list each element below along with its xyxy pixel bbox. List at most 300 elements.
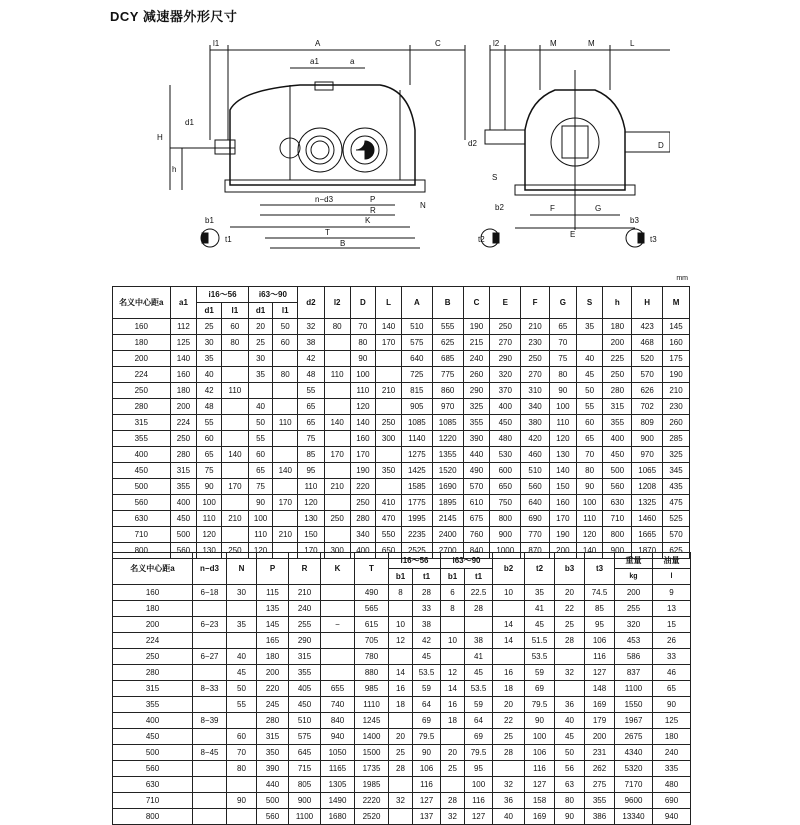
table-cell: 386 <box>585 809 615 825</box>
table-cell: 35 <box>248 367 273 383</box>
page-title: DCY 减速器外形尺寸 <box>110 9 238 24</box>
table-cell: 285 <box>663 431 690 447</box>
table-cell: 60 <box>227 729 257 745</box>
table-cell: 1305 <box>321 777 355 793</box>
table-cell <box>493 761 525 777</box>
table-cell: 470 <box>376 511 402 527</box>
table-cell: 50 <box>576 383 603 399</box>
table-cell: 40 <box>227 649 257 665</box>
table-cell: 169 <box>525 809 555 825</box>
table-cell: 110 <box>350 383 376 399</box>
table-cell: 1500 <box>355 745 389 761</box>
table-cell: 35 <box>576 319 603 335</box>
table-cell: 32 <box>493 777 525 793</box>
col-header: h <box>603 287 632 319</box>
table-cell <box>222 351 249 367</box>
table-cell: 355 <box>170 479 197 495</box>
table-cell: 262 <box>585 761 615 777</box>
dim-a1: a1 <box>310 57 319 66</box>
table-cell: 80 <box>549 367 576 383</box>
dim-N: N <box>420 201 426 210</box>
table-cell: 315 <box>170 463 197 479</box>
table-cell: 38 <box>413 617 441 633</box>
table-cell: 140 <box>222 447 249 463</box>
col-l1-g2: l1 <box>273 303 298 319</box>
table-cell <box>441 649 465 665</box>
table-cell: 200 <box>113 617 193 633</box>
table-cell: 725 <box>401 367 432 383</box>
table-cell: 90 <box>248 495 273 511</box>
table-cell: 290 <box>490 351 521 367</box>
table-cell: 33 <box>413 601 441 617</box>
table-cell: 555 <box>432 319 463 335</box>
table-cell: 148 <box>585 681 615 697</box>
table-row <box>113 431 690 447</box>
table-cell <box>193 633 227 649</box>
table-cell <box>227 777 257 793</box>
table-cell: 48 <box>298 367 325 383</box>
table-cell: 640 <box>401 351 432 367</box>
table-cell: 100 <box>350 367 376 383</box>
table-cell: 30 <box>248 351 273 367</box>
table-cell: 280 <box>257 713 289 729</box>
table-cell: 41 <box>465 649 493 665</box>
table-cell: 32 <box>389 793 413 809</box>
dim-l1: l1 <box>213 39 220 48</box>
table-cell: 65 <box>298 399 325 415</box>
dim-D: D <box>658 141 664 150</box>
col-nominal-center: 名义中心距a <box>113 553 193 585</box>
table-cell: 120 <box>298 495 325 511</box>
table-cell: 32 <box>555 665 585 681</box>
table-row <box>113 681 691 697</box>
dim-L: L <box>630 39 635 48</box>
table-cell: 640 <box>521 495 550 511</box>
table-row <box>113 761 691 777</box>
table-cell: 45 <box>227 665 257 681</box>
table-cell: 116 <box>413 777 441 793</box>
table-cell: 250 <box>376 415 402 431</box>
table-cell: 120 <box>197 527 222 543</box>
table-cell: 255 <box>615 601 653 617</box>
table-cell: 45 <box>525 617 555 633</box>
table-cell: 30 <box>227 585 257 601</box>
table-row <box>113 585 691 601</box>
table-cell: 22 <box>493 713 525 729</box>
table-cell: 120 <box>248 543 273 559</box>
dim-P: P <box>370 195 376 204</box>
table-cell: 800 <box>603 527 632 543</box>
table-cell: 615 <box>355 617 389 633</box>
table-cell: 110 <box>298 479 325 495</box>
table-cell: 1585 <box>401 479 432 495</box>
table-cell: 116 <box>525 761 555 777</box>
table-cell: 224 <box>113 367 171 383</box>
table-cell: 26 <box>653 633 691 649</box>
table-cell: 650 <box>490 479 521 495</box>
table-cell: 55 <box>576 399 603 415</box>
table-row <box>113 495 690 511</box>
table-cell <box>321 633 355 649</box>
table-cell: 25 <box>493 729 525 745</box>
dim-G: G <box>595 204 602 213</box>
table-cell: 220 <box>257 681 289 697</box>
table-cell: 53.5 <box>465 681 493 697</box>
table-cell: 65 <box>653 681 691 697</box>
table-cell: 14 <box>493 633 525 649</box>
table-cell: 450 <box>113 463 171 479</box>
table-cell: 260 <box>663 415 690 431</box>
table-cell <box>321 649 355 665</box>
table-cell <box>321 665 355 681</box>
table-row <box>113 729 691 745</box>
table-cell: 1520 <box>432 463 463 479</box>
table-cell: 130 <box>298 511 325 527</box>
table-cell: 4340 <box>615 745 653 761</box>
table-cell: 355 <box>463 415 490 431</box>
table-cell: 25 <box>555 617 585 633</box>
table-cell: 18 <box>389 697 413 713</box>
table-cell: 160 <box>663 335 690 351</box>
table-cell <box>273 431 298 447</box>
table-cell <box>222 367 249 383</box>
table-cell: 127 <box>525 777 555 793</box>
col-header: b3 <box>555 553 585 585</box>
table-cell: 90 <box>350 351 376 367</box>
table-cell: 90 <box>413 745 441 761</box>
table-cell: 630 <box>113 777 193 793</box>
table-cell: 586 <box>615 649 653 665</box>
table-cell: 120 <box>576 527 603 543</box>
table-cell: 60 <box>248 447 273 463</box>
table-cell: 905 <box>401 399 432 415</box>
table-cell: 340 <box>521 399 550 415</box>
table-cell: 500 <box>170 527 197 543</box>
table-cell: 100 <box>549 399 576 415</box>
table-cell: 110 <box>248 527 273 543</box>
table-cell: 112 <box>170 319 197 335</box>
table-cell: − <box>321 617 355 633</box>
table-cell: 200 <box>603 335 632 351</box>
table-cell <box>324 399 350 415</box>
table-cell: 55 <box>298 383 325 399</box>
table-cell: 1085 <box>401 415 432 431</box>
table-cell: 560 <box>521 479 550 495</box>
table-cell: 170 <box>273 495 298 511</box>
table-cell <box>376 367 402 383</box>
table-cell: 231 <box>585 745 615 761</box>
table-cell: 80 <box>227 761 257 777</box>
table-cell: 10 <box>441 633 465 649</box>
table-cell: 405 <box>289 681 321 697</box>
table-cell: 940 <box>653 809 691 825</box>
table-cell <box>193 697 227 713</box>
table-cell: 345 <box>663 463 690 479</box>
table-cell <box>441 617 465 633</box>
table-cell: 250 <box>324 511 350 527</box>
table-cell: 200 <box>585 729 615 745</box>
table-cell: 550 <box>376 527 402 543</box>
table-cell: 51.5 <box>525 633 555 649</box>
unit-label: mm <box>676 275 688 282</box>
dim-t2: t2 <box>478 235 485 244</box>
table-cell: 1355 <box>432 447 463 463</box>
table-cell: 150 <box>549 479 576 495</box>
table-cell: 41 <box>525 601 555 617</box>
table-cell: 60 <box>576 415 603 431</box>
table-cell: 1490 <box>321 793 355 809</box>
col-d1-g2: d1 <box>248 303 273 319</box>
table-cell: 10 <box>493 585 525 601</box>
table-cell: 275 <box>585 777 615 793</box>
table-cell: 400 <box>113 713 193 729</box>
table-cell: 120 <box>350 399 376 415</box>
table-cell: 14 <box>441 681 465 697</box>
table-cell <box>376 479 402 495</box>
table-cell: 64 <box>413 697 441 713</box>
table-cell: 45 <box>413 649 441 665</box>
table-cell: 20 <box>555 585 585 601</box>
table-cell: 490 <box>463 463 490 479</box>
table-cell: 40 <box>493 809 525 825</box>
table-cell: 224 <box>113 633 193 649</box>
table-cell: 240 <box>463 351 490 367</box>
table-cell: 460 <box>521 447 550 463</box>
table-cell <box>193 729 227 745</box>
table-cell <box>555 649 585 665</box>
table-cell <box>273 351 298 367</box>
table-cell: 530 <box>490 447 521 463</box>
dimension-table-1 <box>112 286 690 559</box>
table-cell: 95 <box>585 617 615 633</box>
table-cell: 2525 <box>401 543 432 559</box>
table-cell: 90 <box>227 793 257 809</box>
table-cell <box>273 511 298 527</box>
table-cell <box>273 447 298 463</box>
table-cell: 400 <box>350 543 376 559</box>
table-cell <box>227 601 257 617</box>
table-cell: 510 <box>521 463 550 479</box>
col-header: A <box>401 287 432 319</box>
table-row <box>113 415 690 431</box>
table-cell: 28 <box>555 633 585 649</box>
table-row <box>113 447 690 463</box>
table-cell: 1110 <box>355 697 389 713</box>
table-cell: 45 <box>465 665 493 681</box>
table-1-body <box>113 319 690 559</box>
table-cell <box>389 777 413 793</box>
table-cell: 475 <box>663 495 690 511</box>
table-cell: 355 <box>113 431 171 447</box>
table-cell: 6−18 <box>193 585 227 601</box>
table-cell: 570 <box>463 479 490 495</box>
table-cell: 75 <box>298 431 325 447</box>
table-cell: 280 <box>603 383 632 399</box>
table-cell: 250 <box>113 383 171 399</box>
dim-E: E <box>570 230 576 239</box>
table-cell: 160 <box>113 319 171 335</box>
table-cell: 140 <box>350 415 376 431</box>
dim-R: R <box>370 206 376 215</box>
table-cell: 710 <box>113 793 193 809</box>
table-cell <box>441 777 465 793</box>
table-cell: 575 <box>401 335 432 351</box>
dim-n-d3: n−d3 <box>315 195 334 204</box>
table-cell: 90 <box>555 809 585 825</box>
dim-d2: d2 <box>468 139 477 148</box>
table-cell: 560 <box>603 479 632 495</box>
table-cell: 480 <box>490 431 521 447</box>
table-cell: 6−27 <box>193 649 227 665</box>
table-cell: 90 <box>653 697 691 713</box>
table-cell: 355 <box>113 697 193 713</box>
table-cell: 1690 <box>432 479 463 495</box>
table-cell: 1995 <box>401 511 432 527</box>
table-cell: 255 <box>289 617 321 633</box>
table-cell: 560 <box>257 809 289 825</box>
table-cell: 120 <box>549 431 576 447</box>
table-cell: 116 <box>465 793 493 809</box>
table-cell: 500 <box>113 479 171 495</box>
table-cell: 25 <box>441 761 465 777</box>
table-cell: 22.5 <box>465 585 493 601</box>
table-cell: 135 <box>257 601 289 617</box>
table-cell: 315 <box>113 681 193 697</box>
table-cell: 1208 <box>632 479 663 495</box>
table-cell: 490 <box>355 585 389 601</box>
table-cell: 1140 <box>401 431 432 447</box>
table-cell: 125 <box>170 335 197 351</box>
table-cell: 320 <box>490 367 521 383</box>
table-cell <box>222 495 249 511</box>
table-cell: 840 <box>321 713 355 729</box>
table-row <box>113 351 690 367</box>
table-cell: 1665 <box>632 527 663 543</box>
table-cell: 565 <box>355 601 389 617</box>
group-i63-90: i63～90 <box>248 287 297 303</box>
col-header: M <box>663 287 690 319</box>
table-cell: 18 <box>441 713 465 729</box>
table-cell: 127 <box>585 665 615 681</box>
col-nominal-center: 名义中心距a <box>113 287 171 319</box>
table-cell: 468 <box>632 335 663 351</box>
table-cell: 1165 <box>321 761 355 777</box>
table-cell: 450 <box>490 415 521 431</box>
table-cell: 1245 <box>355 713 389 729</box>
dim-t3: t3 <box>650 235 657 244</box>
table-cell: 20 <box>441 745 465 761</box>
table-cell: 325 <box>663 447 690 463</box>
table-cell: 809 <box>632 415 663 431</box>
table-cell: 380 <box>521 415 550 431</box>
table-cell: 453 <box>615 633 653 649</box>
table-cell: 500 <box>113 745 193 761</box>
table-cell: 315 <box>113 415 171 431</box>
table-cell: 59 <box>413 681 441 697</box>
table-cell: 225 <box>603 351 632 367</box>
table-cell: 210 <box>663 383 690 399</box>
table-cell: 750 <box>490 495 521 511</box>
col-header: t2 <box>525 553 555 585</box>
table-cell: 22 <box>555 601 585 617</box>
table-cell: 224 <box>170 415 197 431</box>
table-cell: 16 <box>441 697 465 713</box>
table-cell: 250 <box>490 319 521 335</box>
table-cell: 2220 <box>355 793 389 809</box>
table-cell: 710 <box>113 527 171 543</box>
table-cell: 570 <box>632 367 663 383</box>
table-cell: 210 <box>324 479 350 495</box>
col-d1-g1: d1 <box>197 303 222 319</box>
table-cell: 800 <box>113 543 171 559</box>
col-weight: 重量 <box>615 553 653 569</box>
table-cell <box>193 809 227 825</box>
dim-d1: d1 <box>185 118 194 127</box>
table-row <box>113 809 691 825</box>
table-cell: 35 <box>525 585 555 601</box>
table-cell: 100 <box>576 495 603 511</box>
table-cell: 1220 <box>432 431 463 447</box>
table-cell: 28 <box>465 601 493 617</box>
table-cell: 80 <box>350 335 376 351</box>
table-cell: 290 <box>463 383 490 399</box>
table-cell: 500 <box>257 793 289 809</box>
table-2-body <box>113 585 691 825</box>
table-cell: 74.5 <box>585 585 615 601</box>
table-cell: 158 <box>525 793 555 809</box>
table-cell: 715 <box>289 761 321 777</box>
table-row <box>113 649 691 665</box>
table-cell: 2520 <box>355 809 389 825</box>
table-cell: 38 <box>465 633 493 649</box>
table-cell: 106 <box>413 761 441 777</box>
table-cell: 200 <box>257 665 289 681</box>
table-cell: 60 <box>273 335 298 351</box>
table-cell <box>222 431 249 447</box>
table-cell: 137 <box>413 809 441 825</box>
dim-M-left: M <box>550 39 557 48</box>
table-cell: 95 <box>298 463 325 479</box>
table-cell: 16 <box>493 665 525 681</box>
table-row <box>113 633 691 649</box>
table-cell: 440 <box>257 777 289 793</box>
table-cell: 140 <box>273 463 298 479</box>
table-cell: 69 <box>465 729 493 745</box>
table-cell: 85 <box>585 601 615 617</box>
table-cell: 10 <box>389 617 413 633</box>
table-cell: 32 <box>298 319 325 335</box>
table-cell: 69 <box>525 681 555 697</box>
table-cell: 355 <box>289 665 321 681</box>
table-cell: 510 <box>289 713 321 729</box>
table-cell: 1000 <box>490 543 521 559</box>
table-cell: 190 <box>463 319 490 335</box>
table-cell: 350 <box>376 463 402 479</box>
table-cell: 2145 <box>432 511 463 527</box>
table-cell <box>493 601 525 617</box>
table-cell: 20 <box>493 697 525 713</box>
table-cell: 6 <box>441 585 465 601</box>
table-cell: 800 <box>113 809 193 825</box>
table-cell <box>576 335 603 351</box>
table-cell <box>273 399 298 415</box>
table-cell: 215 <box>463 335 490 351</box>
table-row <box>113 777 691 793</box>
table-cell: 110 <box>222 383 249 399</box>
dim-C: C <box>435 39 441 48</box>
table-cell: 180 <box>170 383 197 399</box>
table-cell: 770 <box>521 527 550 543</box>
